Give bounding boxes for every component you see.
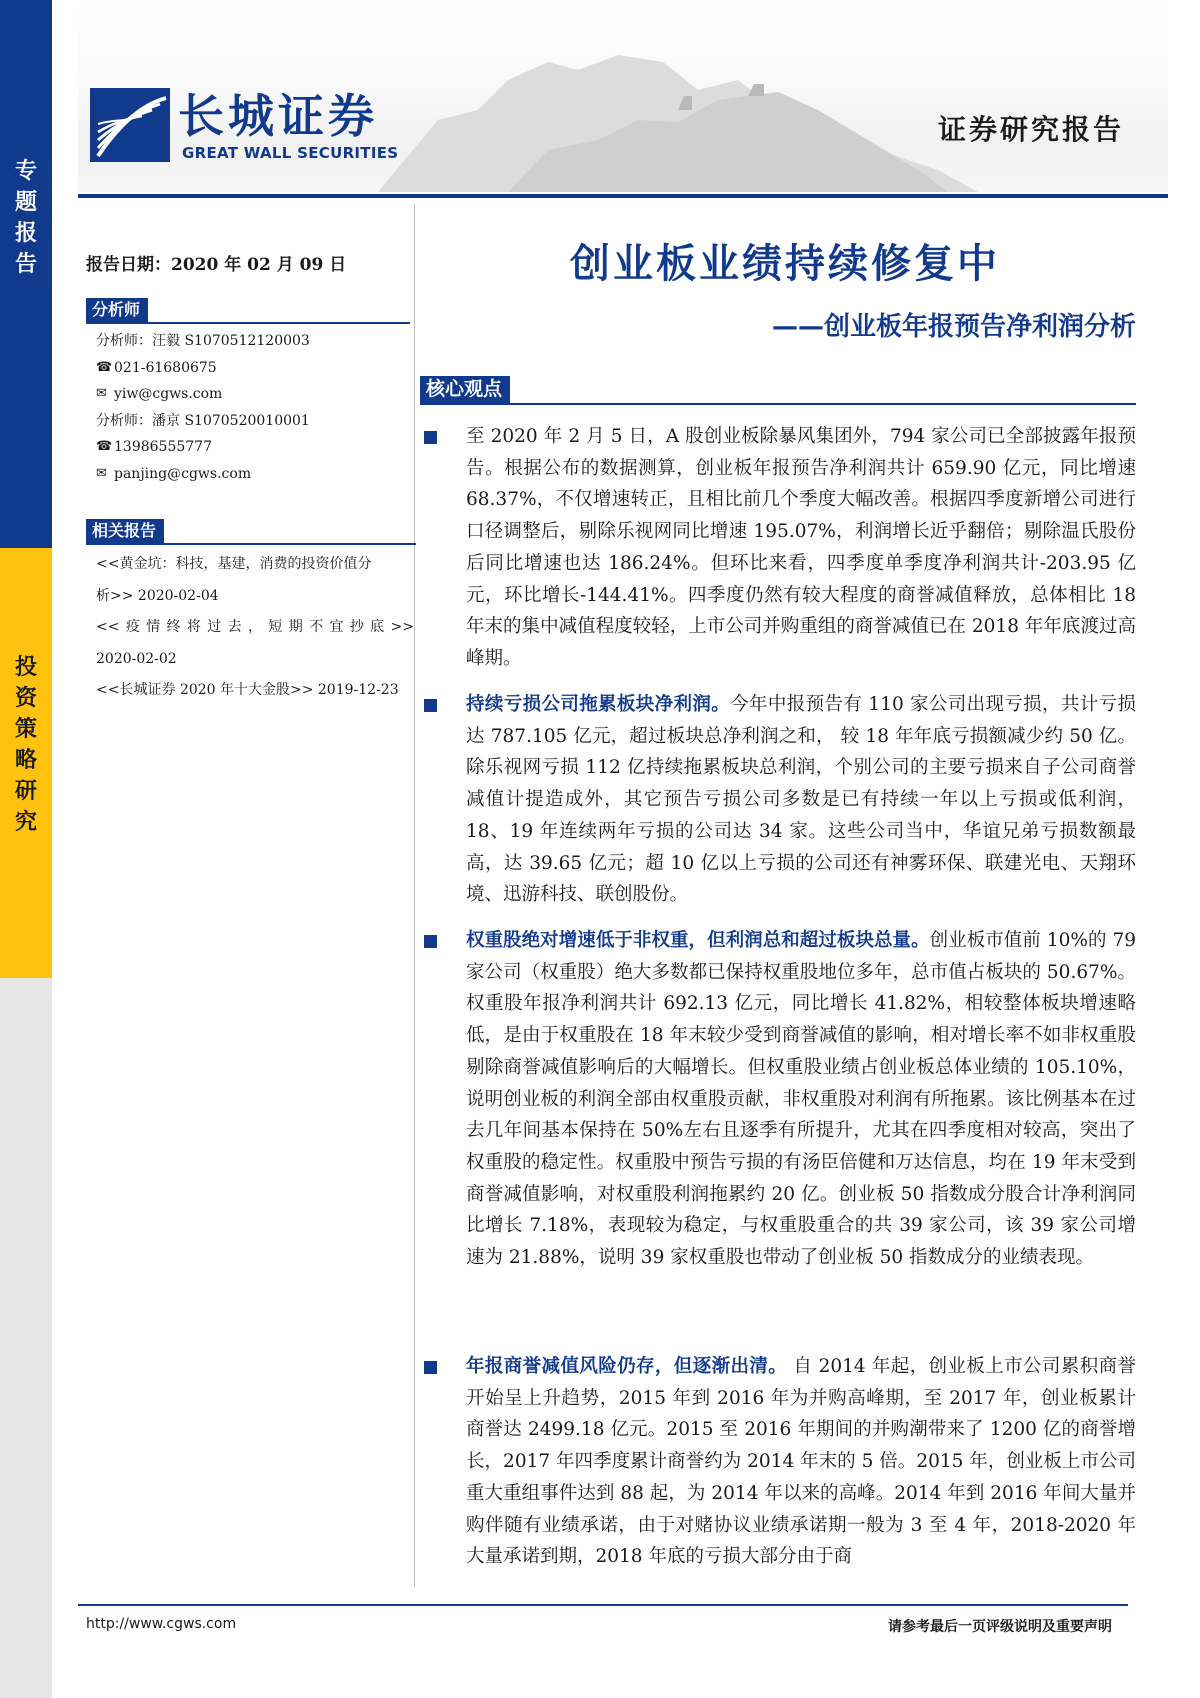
related-report-line[interactable]: <<黄金坑：科技，基建，消费的投资价值分 (96, 556, 372, 572)
footer-url[interactable]: http://www.cgws.com (86, 1616, 237, 1632)
great-wall-logo-icon (90, 88, 170, 162)
logo-english-name: GREAT WALL SECURITIES (182, 144, 399, 162)
analyst-line: 分析师：汪毅 S1070512120003 (96, 333, 310, 349)
footer-divider (78, 1604, 1128, 1606)
analyst-line: ☎ 13986555777 (96, 434, 416, 461)
report-subtitle: ——创业板年报预告净利润分析 (771, 312, 1136, 342)
bullet-marker (424, 699, 437, 712)
report-title: 创业板业绩持续修复中 (570, 241, 1000, 287)
analyst-line[interactable]: ✉ panjing@cgws.com (96, 461, 416, 488)
related-report-line[interactable]: <<疫情终将过去，短期不宜抄底>> (96, 619, 414, 635)
report-date: 报告日期：2020 年 02 月 09 日 (86, 255, 347, 275)
core-views-heading: 核心观点 (420, 376, 1136, 405)
related-report-line[interactable]: <<长城证券 2020 年十大金股>> 2019-12-23 (96, 682, 399, 698)
related-report-line[interactable]: 2020-02-02 (96, 650, 177, 667)
core-point-4: 年报商誉减值风险仍存，但逐渐出清。 自 2014 年起，创业板上市公司累积商誉开始呈上升趋势，2015 年到 2016 年为并购高峰期，至 2017 年，创业板累计商誉达 2499.18 亿元。2015 至 2016 年期间的并购潮带来了 1200 亿的商誉增长，2017 年四季度累计商誉约为 2014 年末的 5 倍。2015 年，创业板上市公司重大重组事件达到 88 起，为 2014 年以来的高峰。2014 年到 2016 年间大量并购伴随有业绩承诺，由于对赌协议业绩承诺期一般为 3 至 4 年，2018-2020 年大量承诺到期，2018 年底的亏损大部分由于商 (466, 1356, 1136, 1568)
analyst-line: ☎ 021-61680675 (96, 355, 416, 382)
phone-icon: ☎ (96, 359, 113, 375)
bullet-marker (424, 935, 437, 948)
mail-icon: ✉ (96, 386, 107, 401)
analyst-section-heading: 分析师 (86, 298, 410, 324)
core-point-3: 权重股绝对增速低于非权重，但利润总和超过板块总量。创业板市值前 10%的 79 家公司（权重股）绝大多数都已保持权重股地位多年，总市值占板块的 50.67%。权重股年报净利润共计 692.13 亿元，同比增长 41.82%，相较整体板块增速略低，是由于权重股在 18 年末较少受到商誉减值的影响，相对增长率不如非权重股剔除商誉减值影响后的大幅增长。但权重股业绩占创业板总体业绩的 105.10%，说明创业板的利润全部由权重股贡献，非权重股对利润有所拖累。该比例基本在过去几年间基本保持在 50%左右且逐季有所提升，尤其在四季度相对较高，突出了权重股的稳定性。权重股中预告亏损的有汤臣倍健和万达信息，均在 19 年末受到商誉减值影响，对权重股利润拖累约 20 亿。创业板 50 指数成分股合计净利润同比增长 7.18%，表现较为稳定，与权重股重合的共 39 家公司，该 39 家公司增速为 21.88%，说明 39 家权重股也带动了创业板 50 指数成分的业绩表现。 (466, 930, 1136, 1269)
report-type-label: 证券研究报告 (937, 113, 1124, 146)
related-reports-heading: 相关报告 (86, 519, 416, 545)
core-point-2: 持续亏损公司拖累板块净利润。今年中报预告有 110 家公司出现亏损，共计亏损达 787.105 亿元，超过板块总净利润之和， 较 18 年年底亏损额减少约 50 亿。除乐视网亏损 112 亿持续拖累板块总利润，个别公司的主要亏损来自子公司商誉减值计提造成外，其它预告亏损公司多数是已有持续一年以上亏损或低利润，18、19 年连续两年亏损的公司达 34 家。这些公司当中，华谊兄弟亏损数额最高，达 39.65 亿元；超 10 亿以上亏损的公司还有神雾环保、联建光电、天翔环境、迅游科技、联创股份。 (466, 694, 1136, 906)
logo-chinese-name: 长城证券 (178, 89, 378, 143)
related-reports-list (96, 549, 414, 707)
footer-disclaimer-note: 请参考最后一页评级说明及重要声明 (888, 1619, 1112, 1635)
core-point-1: 至 2020 年 2 月 5 日，A 股创业板除暴风集团外，794 家公司已全部披露年报预告。根据公布的数据测算，创业板年报预告净利润共计 659.90 亿元，同比增速 68.37%，不仅增速转正，且相比前几个季度大幅改善。根据四季度新增公司进行口径调整后，剔除乐视网同比增速 195.07%，利润增长近乎翻倍；剔除温氏股份后同比增速也达 186.24%。但环比来看，四季度单季度净利润共计-203.95 亿元，环比增长-144.41%。四季度仍然有较大程度的商誉减值释放，总体相比 18 年末的集中减值程度较轻，上市公司并购重组的商誉减值已在 2018 年年底渡过高峰期。 (466, 426, 1136, 669)
analyst-line[interactable]: ✉ yiw@cgws.com (96, 381, 416, 408)
analyst-list (96, 328, 416, 487)
side-label-category: 投 资 策 略 研 究 (14, 655, 37, 835)
analyst-line: 分析师：潘京 S1070520010001 (96, 412, 310, 429)
bullet-marker (424, 431, 437, 444)
header-divider (78, 194, 1168, 198)
bullet-marker (424, 1361, 437, 1374)
page-header (78, 0, 1168, 192)
related-report-line[interactable]: 析>> 2020-02-04 (96, 587, 219, 604)
side-label-report-kind: 专 题 报 告 (14, 159, 37, 277)
phone-icon: ☎ (96, 439, 113, 454)
mail-icon: ✉ (96, 465, 107, 481)
